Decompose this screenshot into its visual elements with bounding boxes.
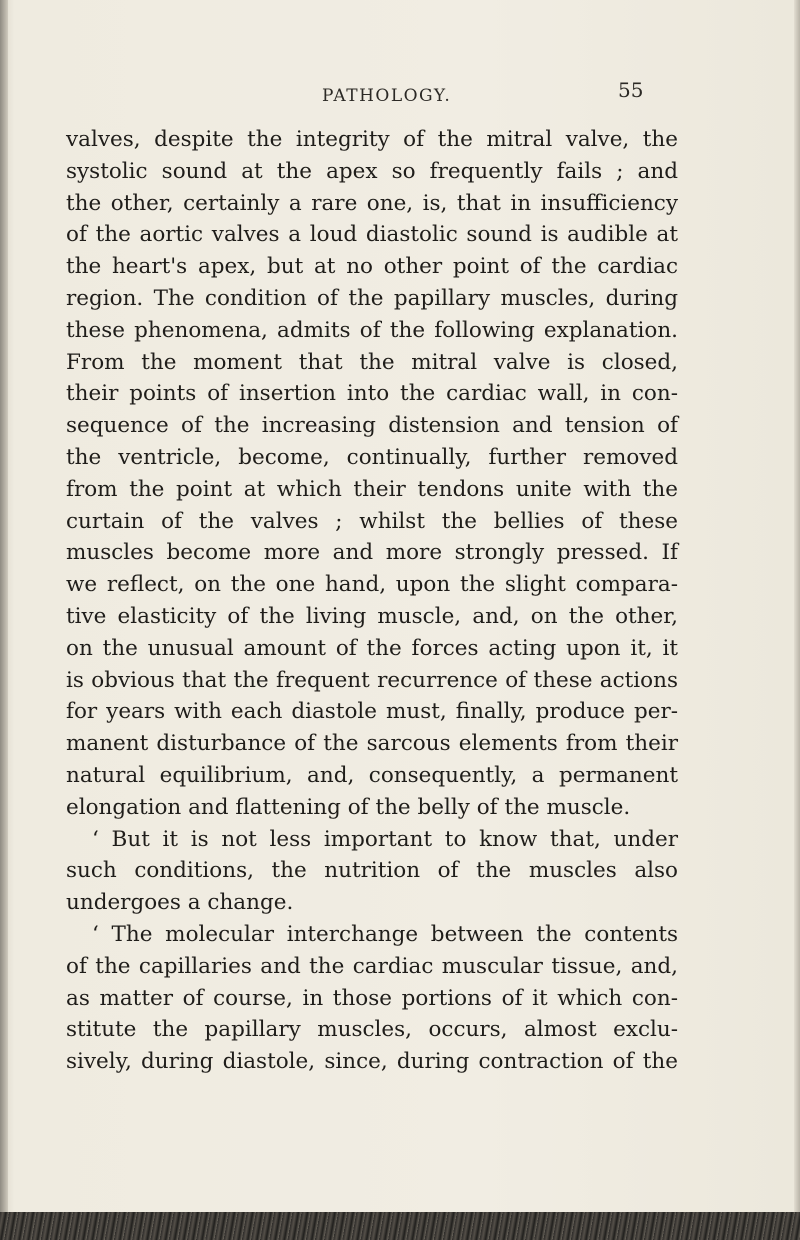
text-line: elongation and flattening of the belly of the muscle. <box>66 794 631 820</box>
text-line: such conditions, the nutrition of the muscles also <box>66 858 678 884</box>
body-text <box>66 124 678 1078</box>
text-line: on the unusual amount of the forces acting upon it, it <box>66 635 678 661</box>
page-gutter-shadow <box>0 0 8 1240</box>
text-line: from the point at which their tendons unite with the <box>66 476 678 502</box>
text-line: stitute the papillary muscles, occurs, almost exclu- <box>66 1017 678 1043</box>
text-line: valves, despite the integrity of the mitral valve, the <box>66 127 678 152</box>
text-line: ‘ But it is not less important to know that, under <box>92 826 678 852</box>
text-line: these phenomena, admits of the following explanation. <box>66 317 678 343</box>
text-line: undergoes a change. <box>66 890 294 916</box>
text-line: systolic sound at the apex so frequently fails ; and <box>66 158 678 184</box>
page-edge-shadow <box>794 0 800 1240</box>
text-line: their points of insertion into the cardiac wall, in con- <box>66 381 678 407</box>
text-line: for years with each diastole must, finally, produce per- <box>66 699 678 725</box>
text-line: as matter of course, in those portions of it which con- <box>66 985 678 1011</box>
text-line: the other, certainly a rare one, is, that in insufficiency <box>66 190 678 216</box>
text-line: ‘ The molecular interchange between the contents <box>92 921 678 947</box>
text-line: the heart's apex, but at no other point of the cardiac <box>66 254 678 280</box>
text-line: manent disturbance of the sarcous elements from their <box>66 731 678 757</box>
text-line: of the capillaries and the cardiac muscular tissue, and, <box>66 953 678 979</box>
page-number: 55 <box>618 78 644 102</box>
text-line: is obvious that the frequent recurrence of these actions <box>66 667 678 693</box>
text-line: the ventricle, become, continually, further removed <box>66 444 678 470</box>
text-line: region. The condition of the papillary muscles, during <box>66 285 678 311</box>
text-line: of the aortic valves a loud diastolic sound is audible at <box>66 222 678 248</box>
text-line: we reflect, on the one hand, upon the slight compara- <box>66 572 678 598</box>
scan-bottom-edge <box>0 1212 800 1240</box>
text-line: natural equilibrium, and, consequently, a permanent <box>66 762 678 788</box>
text-line: sequence of the increasing distension and tension of <box>66 413 678 439</box>
text-line: From the moment that the mitral valve is closed, <box>66 349 678 375</box>
text-line: tive elasticity of the living muscle, and, on the other, <box>66 603 678 629</box>
page-header <box>0 78 800 118</box>
text-line: curtain of the valves ; whilst the bellies of these <box>66 508 678 534</box>
running-head: PATHOLOGY. <box>322 86 452 106</box>
text-line: muscles become more and more strongly pressed. If <box>66 540 678 566</box>
text-line: sively, during diastole, since, during contraction of the <box>66 1049 678 1075</box>
